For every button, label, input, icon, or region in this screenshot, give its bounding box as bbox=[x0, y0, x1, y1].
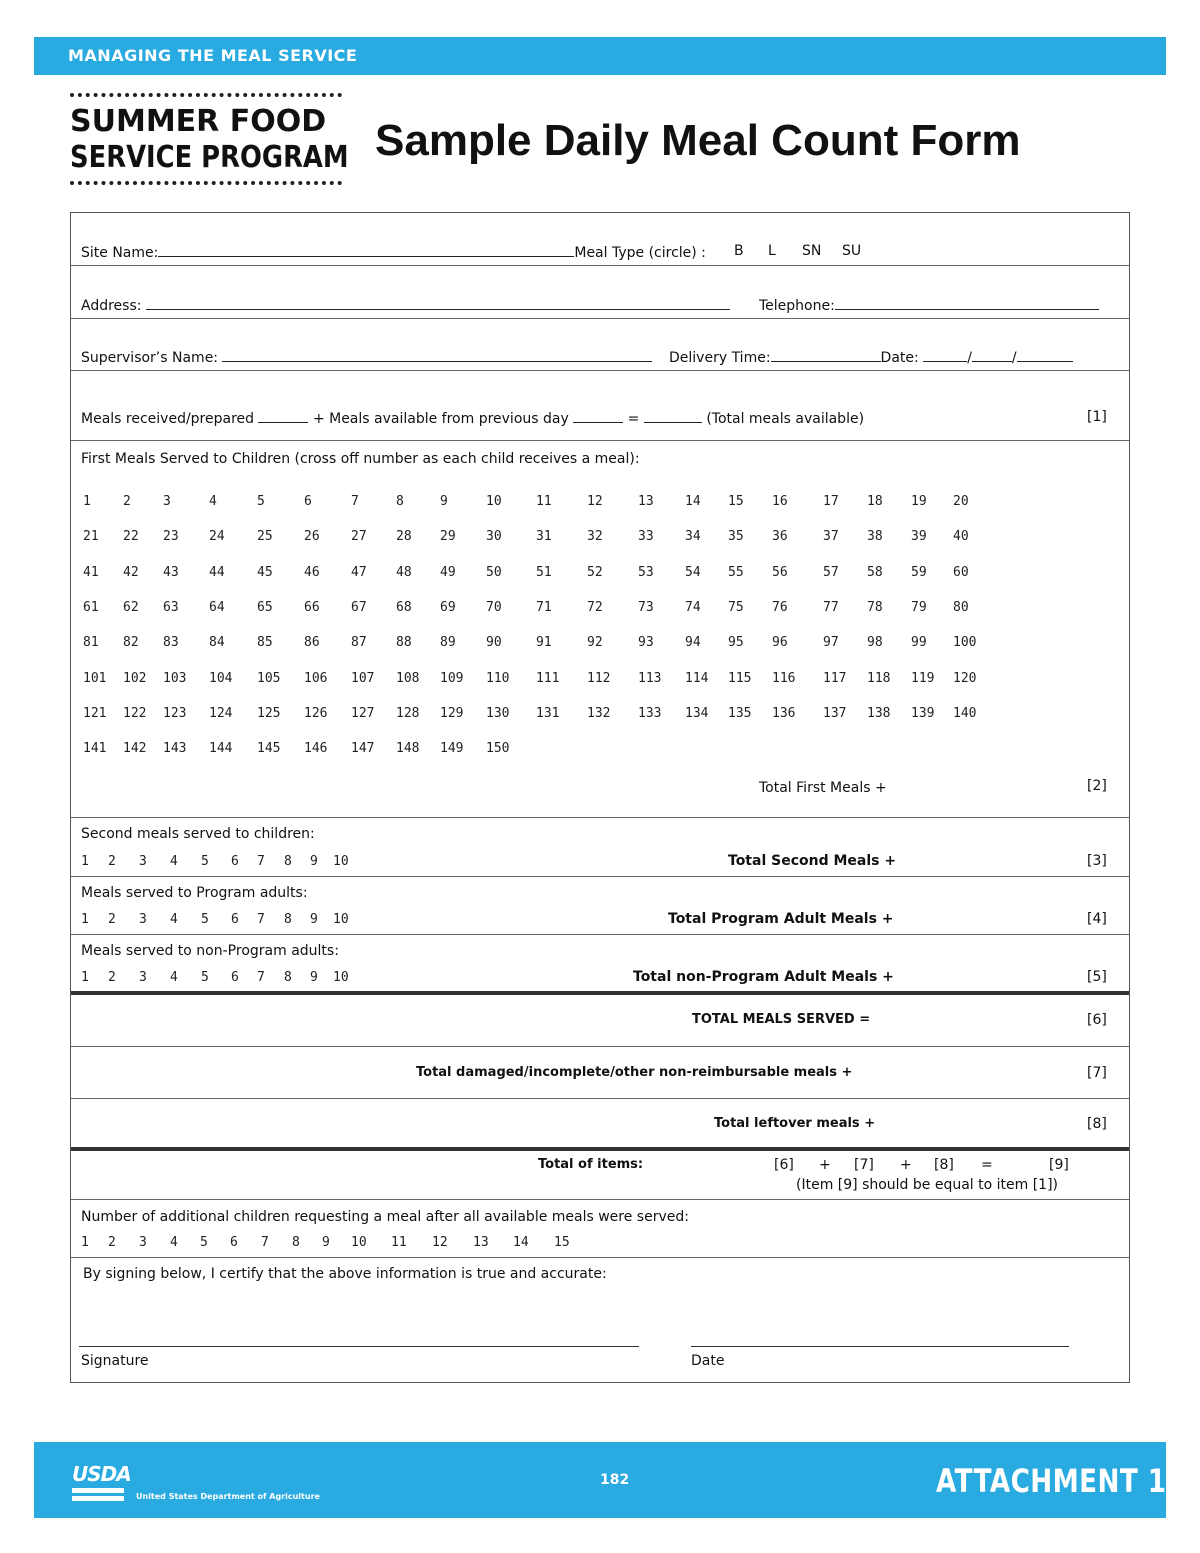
first-meal-number[interactable]: 73 bbox=[638, 599, 654, 615]
first-meal-number[interactable]: 127 bbox=[351, 705, 375, 721]
first-meal-number[interactable]: 104 bbox=[209, 670, 233, 686]
program-number[interactable]: 5 bbox=[201, 912, 209, 927]
first-meal-number[interactable]: 70 bbox=[486, 599, 502, 615]
first-meal-number[interactable]: 60 bbox=[953, 564, 969, 580]
first-meal-number[interactable]: 119 bbox=[911, 670, 935, 686]
date-year-field[interactable] bbox=[1017, 348, 1073, 362]
logo-line-2: SERVICE PROGRAM bbox=[70, 140, 349, 175]
first-meal-number[interactable]: 66 bbox=[304, 599, 320, 615]
first-meal-number[interactable]: 41 bbox=[83, 564, 99, 580]
first-meals-label: First Meals Served to Children (cross off number as each child receives a meal): bbox=[81, 451, 640, 467]
first-meal-number[interactable]: 84 bbox=[209, 635, 225, 651]
row-divider bbox=[71, 440, 1129, 441]
first-meal-number[interactable]: 96 bbox=[772, 635, 788, 651]
first-meal-number[interactable]: 89 bbox=[440, 635, 456, 651]
first-meal-number[interactable]: 56 bbox=[772, 564, 788, 580]
item-ref-5: [5] bbox=[1087, 969, 1107, 985]
first-meal-number[interactable]: 13 bbox=[638, 494, 654, 509]
certification-statement: By signing below, I certify that the above information is true and accurate: bbox=[83, 1266, 607, 1282]
first-meal-number[interactable]: 108 bbox=[396, 670, 420, 686]
usda-logo-stripe bbox=[72, 1496, 124, 1501]
first-meal-number[interactable]: 59 bbox=[911, 564, 927, 580]
first-meal-number[interactable]: 36 bbox=[772, 529, 788, 545]
first-meal-number[interactable]: 121 bbox=[83, 705, 107, 721]
total-nonprogram-adult-meals-label: Total non-Program Adult Meals + bbox=[633, 969, 894, 985]
first-meal-number[interactable]: 62 bbox=[123, 599, 139, 615]
program-number[interactable]: 4 bbox=[170, 912, 178, 927]
first-meal-number[interactable]: 24 bbox=[209, 529, 225, 545]
supervisor-field[interactable] bbox=[222, 348, 652, 362]
first-meal-number[interactable]: 18 bbox=[867, 494, 883, 509]
first-meal-number[interactable]: 63 bbox=[163, 599, 179, 615]
first-meal-number[interactable]: 148 bbox=[396, 741, 420, 757]
formula-item-6: [6] bbox=[774, 1157, 794, 1173]
first-meal-number[interactable]: 133 bbox=[638, 705, 662, 721]
first-meal-number[interactable]: 113 bbox=[638, 670, 662, 686]
first-meal-number[interactable]: 99 bbox=[911, 635, 927, 651]
first-meal-number[interactable]: 35 bbox=[728, 529, 744, 545]
nonprogram-number[interactable]: 5 bbox=[201, 970, 209, 985]
first-meal-number[interactable]: 67 bbox=[351, 599, 367, 615]
date-day-field[interactable] bbox=[972, 348, 1012, 362]
additional-child-number[interactable]: 2 bbox=[108, 1235, 116, 1250]
program-number[interactable]: 1 bbox=[81, 912, 89, 927]
first-meal-number[interactable]: 123 bbox=[163, 705, 187, 721]
first-meal-number[interactable]: 103 bbox=[163, 670, 187, 686]
first-meal-number[interactable]: 129 bbox=[440, 705, 464, 721]
first-meal-number[interactable]: 77 bbox=[823, 599, 839, 615]
nonprogram-number[interactable]: 2 bbox=[108, 970, 116, 985]
first-meal-number[interactable]: 79 bbox=[911, 599, 927, 615]
first-meal-number[interactable]: 124 bbox=[209, 705, 233, 721]
first-meal-number[interactable]: 43 bbox=[163, 564, 179, 580]
first-meal-number[interactable]: 44 bbox=[209, 564, 225, 580]
telephone-row bbox=[759, 296, 1099, 314]
meal-type-option-sn[interactable]: SN bbox=[802, 243, 822, 259]
first-meal-number[interactable]: 4 bbox=[209, 494, 217, 509]
item-ref-1: [1] bbox=[1087, 409, 1107, 425]
program-logo bbox=[70, 93, 349, 187]
equals-sign: = bbox=[627, 411, 640, 427]
leftover-meals-label: Total leftover meals + bbox=[714, 1116, 876, 1131]
first-meal-number[interactable]: 74 bbox=[685, 599, 701, 615]
formula-plus: + bbox=[900, 1157, 912, 1173]
meal-count-form bbox=[70, 212, 1130, 1383]
row-divider bbox=[71, 318, 1129, 319]
first-meal-number[interactable]: 53 bbox=[638, 564, 654, 580]
delivery-time-field[interactable] bbox=[771, 348, 881, 362]
signature-date-line[interactable] bbox=[691, 1346, 1069, 1347]
first-meal-number[interactable]: 25 bbox=[257, 529, 273, 545]
first-meal-number[interactable]: 141 bbox=[83, 741, 107, 757]
first-meal-number[interactable]: 5 bbox=[257, 494, 265, 509]
formula-equals: = bbox=[981, 1157, 993, 1173]
nonprogram-number[interactable]: 8 bbox=[284, 970, 292, 985]
item-ref-6: [6] bbox=[1087, 1012, 1107, 1028]
second-number[interactable]: 10 bbox=[333, 854, 349, 869]
total-of-items-label: Total of items: bbox=[538, 1157, 644, 1172]
additional-child-number[interactable]: 4 bbox=[170, 1235, 178, 1250]
first-meal-number[interactable]: 100 bbox=[953, 635, 977, 651]
date-slash: / bbox=[967, 350, 972, 366]
first-meal-number[interactable]: 106 bbox=[304, 670, 328, 686]
first-meal-number[interactable]: 29 bbox=[440, 529, 456, 545]
second-number[interactable]: 5 bbox=[201, 854, 209, 869]
program-number[interactable]: 3 bbox=[139, 912, 147, 927]
first-meal-number[interactable]: 109 bbox=[440, 670, 464, 686]
first-meal-number[interactable]: 94 bbox=[685, 635, 701, 651]
nonprogram-adults-label: Meals served to non-Program adults: bbox=[81, 943, 339, 959]
row-divider bbox=[71, 934, 1129, 935]
first-meal-number[interactable]: 7 bbox=[351, 494, 359, 509]
first-meal-number[interactable]: 9 bbox=[440, 494, 448, 509]
additional-child-number[interactable]: 15 bbox=[554, 1235, 570, 1250]
first-meal-number[interactable]: 146 bbox=[304, 741, 328, 757]
first-meal-number[interactable]: 15 bbox=[728, 494, 744, 509]
total-first-meals-label: Total First Meals + bbox=[759, 780, 887, 796]
first-meal-number[interactable]: 39 bbox=[911, 529, 927, 545]
usda-logo-stripe bbox=[72, 1488, 124, 1493]
first-meal-number[interactable]: 27 bbox=[351, 529, 367, 545]
first-meal-number[interactable]: 65 bbox=[257, 599, 273, 615]
first-meal-number[interactable]: 75 bbox=[728, 599, 744, 615]
first-meal-number[interactable]: 33 bbox=[638, 529, 654, 545]
first-meal-number[interactable]: 137 bbox=[823, 705, 847, 721]
usda-logo bbox=[72, 1462, 131, 1500]
first-meal-number[interactable]: 47 bbox=[351, 564, 367, 580]
item-ref-3: [3] bbox=[1087, 853, 1107, 869]
first-meal-number[interactable]: 46 bbox=[304, 564, 320, 580]
first-meal-number[interactable]: 54 bbox=[685, 564, 701, 580]
meals-received-field[interactable] bbox=[258, 409, 308, 423]
meal-type-option-l[interactable]: L bbox=[768, 243, 776, 259]
supervisor-label: Supervisor’s Name: bbox=[81, 350, 219, 366]
site-name-row bbox=[81, 243, 706, 261]
section-header-bar bbox=[34, 37, 1166, 75]
first-meal-number[interactable]: 17 bbox=[823, 494, 839, 509]
first-meal-number[interactable]: 69 bbox=[440, 599, 456, 615]
first-meal-number[interactable]: 10 bbox=[486, 494, 502, 509]
address-row bbox=[81, 296, 730, 314]
first-meal-number[interactable]: 118 bbox=[867, 670, 891, 686]
total-program-adult-meals-label: Total Program Adult Meals + bbox=[668, 911, 894, 927]
nonprogram-number[interactable]: 7 bbox=[257, 970, 265, 985]
total-second-meals-label: Total Second Meals + bbox=[728, 853, 897, 869]
delivery-date-row bbox=[669, 348, 1073, 366]
address-label: Address: bbox=[81, 298, 142, 314]
first-meal-number[interactable]: 52 bbox=[587, 564, 603, 580]
row-divider bbox=[71, 1199, 1129, 1200]
additional-children-label: Number of additional children requesting a meal after all available meals were served: bbox=[81, 1209, 689, 1225]
item-ref-2: [2] bbox=[1087, 778, 1107, 794]
additional-child-number[interactable]: 6 bbox=[230, 1235, 238, 1250]
program-number[interactable]: 2 bbox=[108, 912, 116, 927]
total-available-field[interactable] bbox=[644, 409, 702, 423]
first-meal-number[interactable]: 1 bbox=[83, 494, 91, 509]
first-meal-number[interactable]: 48 bbox=[396, 564, 412, 580]
first-meal-number[interactable]: 145 bbox=[257, 741, 281, 757]
second-number[interactable]: 6 bbox=[231, 854, 239, 869]
section-title: MANAGING THE MEAL SERVICE bbox=[68, 46, 358, 65]
first-meal-number[interactable]: 83 bbox=[163, 635, 179, 651]
first-meal-number[interactable]: 122 bbox=[123, 705, 147, 721]
first-meal-number[interactable]: 110 bbox=[486, 670, 510, 686]
first-meal-number[interactable]: 81 bbox=[83, 635, 99, 651]
row-divider bbox=[71, 817, 1129, 818]
delivery-time-label: Delivery Time: bbox=[669, 350, 771, 366]
page-footer-bar bbox=[34, 1442, 1186, 1518]
first-meal-number[interactable]: 19 bbox=[911, 494, 927, 509]
first-meal-number[interactable]: 68 bbox=[396, 599, 412, 615]
first-meal-number[interactable]: 12 bbox=[587, 494, 603, 509]
nonprogram-number[interactable]: 9 bbox=[310, 970, 318, 985]
first-meal-number[interactable]: 147 bbox=[351, 741, 375, 757]
row-divider bbox=[71, 1257, 1129, 1258]
second-number[interactable]: 1 bbox=[81, 854, 89, 869]
meals-available-row bbox=[81, 409, 864, 427]
additional-child-number[interactable]: 8 bbox=[292, 1235, 300, 1250]
attachment-label: ATTACHMENT 18 bbox=[936, 1462, 1186, 1500]
second-number[interactable]: 7 bbox=[257, 854, 265, 869]
site-name-label: Site Name: bbox=[81, 245, 159, 261]
row-divider bbox=[71, 1098, 1129, 1099]
damaged-meals-label: Total damaged/incomplete/other non-reimbursable meals + bbox=[416, 1065, 853, 1080]
formula-item-9: [9] bbox=[1049, 1157, 1069, 1173]
supervisor-row bbox=[81, 348, 652, 366]
second-number[interactable]: 2 bbox=[108, 854, 116, 869]
date-label: Date: bbox=[880, 350, 919, 366]
row-divider-thick bbox=[71, 991, 1129, 995]
first-meal-number[interactable]: 28 bbox=[396, 529, 412, 545]
first-meal-number[interactable]: 14 bbox=[685, 494, 701, 509]
additional-child-number[interactable]: 1 bbox=[81, 1235, 89, 1250]
first-meal-number[interactable]: 31 bbox=[536, 529, 552, 545]
date-slash: / bbox=[1011, 350, 1017, 366]
page-title: Sample Daily Meal Count Form bbox=[375, 116, 1021, 165]
row-divider bbox=[71, 876, 1129, 877]
first-meal-number[interactable]: 76 bbox=[772, 599, 788, 615]
first-meal-number[interactable]: 6 bbox=[304, 494, 312, 509]
row-divider-thick bbox=[71, 1147, 1129, 1151]
address-field[interactable] bbox=[146, 296, 730, 310]
first-meal-number[interactable]: 87 bbox=[351, 635, 367, 651]
first-meal-number[interactable]: 149 bbox=[440, 741, 464, 757]
nonprogram-number[interactable]: 3 bbox=[139, 970, 147, 985]
first-meal-number[interactable]: 72 bbox=[587, 599, 603, 615]
logo-dotted-rule-top bbox=[70, 93, 342, 97]
first-meal-number[interactable]: 98 bbox=[867, 635, 883, 651]
first-meal-number[interactable]: 131 bbox=[536, 705, 560, 721]
first-meal-number[interactable]: 136 bbox=[772, 705, 796, 721]
formula-plus: + bbox=[819, 1157, 831, 1173]
additional-child-number[interactable]: 14 bbox=[513, 1235, 529, 1250]
first-meal-number[interactable]: 112 bbox=[587, 670, 611, 686]
first-meal-number[interactable]: 125 bbox=[257, 705, 281, 721]
additional-child-number[interactable]: 11 bbox=[391, 1235, 407, 1250]
first-meal-number[interactable]: 105 bbox=[257, 670, 281, 686]
first-meal-number[interactable]: 40 bbox=[953, 529, 969, 545]
first-meal-number[interactable]: 138 bbox=[867, 705, 891, 721]
first-meal-number[interactable]: 78 bbox=[867, 599, 883, 615]
meal-type-option-b[interactable]: B bbox=[734, 243, 744, 259]
first-meal-number[interactable]: 135 bbox=[728, 705, 752, 721]
first-meal-number[interactable]: 30 bbox=[486, 529, 502, 545]
first-meal-number[interactable]: 97 bbox=[823, 635, 839, 651]
first-meal-number[interactable]: 20 bbox=[953, 494, 969, 509]
first-meal-number[interactable]: 116 bbox=[772, 670, 796, 686]
logo-line-1: SUMMER FOOD bbox=[70, 104, 327, 139]
total-available-label: (Total meals available) bbox=[706, 411, 865, 427]
first-meal-number[interactable]: 117 bbox=[823, 670, 847, 686]
first-meal-number[interactable]: 37 bbox=[823, 529, 839, 545]
row-divider bbox=[71, 1046, 1129, 1047]
first-meal-number[interactable]: 132 bbox=[587, 705, 611, 721]
first-meal-number[interactable]: 32 bbox=[587, 529, 603, 545]
second-number[interactable]: 9 bbox=[310, 854, 318, 869]
meal-type-label: Meal Type (circle) : bbox=[574, 245, 706, 261]
additional-child-number[interactable]: 9 bbox=[322, 1235, 330, 1250]
nonprogram-number[interactable]: 6 bbox=[231, 970, 239, 985]
program-adults-label: Meals served to Program adults: bbox=[81, 885, 308, 901]
first-meal-number[interactable]: 92 bbox=[587, 635, 603, 651]
row-divider bbox=[71, 370, 1129, 371]
first-meal-number[interactable]: 142 bbox=[123, 741, 147, 757]
first-meal-number[interactable]: 3 bbox=[163, 494, 171, 509]
first-meal-number[interactable]: 58 bbox=[867, 564, 883, 580]
first-meal-number[interactable]: 22 bbox=[123, 529, 139, 545]
second-number[interactable]: 8 bbox=[284, 854, 292, 869]
second-meals-label: Second meals served to children: bbox=[81, 826, 315, 842]
formula-note: (Item [9] should be equal to item [1]) bbox=[796, 1177, 1059, 1193]
first-meal-number[interactable]: 120 bbox=[953, 670, 977, 686]
additional-child-number[interactable]: 7 bbox=[261, 1235, 269, 1250]
formula-item-7: [7] bbox=[854, 1157, 874, 1173]
first-meal-number[interactable]: 16 bbox=[772, 494, 788, 509]
first-meal-number[interactable]: 64 bbox=[209, 599, 225, 615]
nonprogram-number[interactable]: 1 bbox=[81, 970, 89, 985]
first-meal-number[interactable]: 21 bbox=[83, 529, 99, 545]
agency-name: United States Department of Agriculture bbox=[136, 1492, 320, 1501]
first-meal-number[interactable]: 51 bbox=[536, 564, 552, 580]
first-meal-number[interactable]: 150 bbox=[486, 741, 510, 757]
program-number[interactable]: 10 bbox=[333, 912, 349, 927]
first-meal-number[interactable]: 126 bbox=[304, 705, 328, 721]
signature-date-label: Date bbox=[691, 1353, 725, 1369]
additional-child-number[interactable]: 3 bbox=[139, 1235, 147, 1250]
first-meal-number[interactable]: 95 bbox=[728, 635, 744, 651]
first-meal-number[interactable]: 38 bbox=[867, 529, 883, 545]
first-meal-number[interactable]: 130 bbox=[486, 705, 510, 721]
first-meal-number[interactable]: 115 bbox=[728, 670, 752, 686]
program-number[interactable]: 8 bbox=[284, 912, 292, 927]
date-month-field[interactable] bbox=[923, 348, 967, 362]
second-number[interactable]: 3 bbox=[139, 854, 147, 869]
signature-label: Signature bbox=[81, 1353, 149, 1369]
site-name-field[interactable] bbox=[158, 243, 574, 257]
telephone-label: Telephone: bbox=[759, 298, 835, 314]
total-meals-served-label: TOTAL MEALS SERVED = bbox=[692, 1012, 871, 1027]
meals-previous-label: + Meals available from previous day bbox=[312, 411, 569, 427]
usda-logo-text: USDA bbox=[72, 1462, 131, 1486]
first-meal-number[interactable]: 93 bbox=[638, 635, 654, 651]
first-meal-number[interactable]: 49 bbox=[440, 564, 456, 580]
additional-child-number[interactable]: 5 bbox=[200, 1235, 208, 1250]
first-meal-number[interactable]: 91 bbox=[536, 635, 552, 651]
first-meal-number[interactable]: 57 bbox=[823, 564, 839, 580]
first-meal-number[interactable]: 143 bbox=[163, 741, 187, 757]
first-meal-number[interactable]: 82 bbox=[123, 635, 139, 651]
first-meal-number[interactable]: 111 bbox=[536, 670, 560, 686]
first-meal-number[interactable]: 128 bbox=[396, 705, 420, 721]
item-ref-8: [8] bbox=[1087, 1116, 1107, 1132]
item-ref-7: [7] bbox=[1087, 1065, 1107, 1081]
program-number[interactable]: 6 bbox=[231, 912, 239, 927]
first-meal-number[interactable]: 134 bbox=[685, 705, 709, 721]
telephone-field[interactable] bbox=[835, 296, 1099, 310]
page-number: 182 bbox=[600, 1472, 630, 1488]
first-meal-number[interactable]: 114 bbox=[685, 670, 709, 686]
row-divider bbox=[71, 265, 1129, 266]
item-ref-4: [4] bbox=[1087, 911, 1107, 927]
formula-item-8: [8] bbox=[934, 1157, 954, 1173]
signature-line[interactable] bbox=[79, 1346, 639, 1347]
first-meal-number[interactable]: 102 bbox=[123, 670, 147, 686]
additional-child-number[interactable]: 13 bbox=[473, 1235, 489, 1250]
nonprogram-number[interactable]: 4 bbox=[170, 970, 178, 985]
first-meal-number[interactable]: 86 bbox=[304, 635, 320, 651]
meals-received-label: Meals received/prepared bbox=[81, 411, 255, 427]
meal-type-option-su[interactable]: SU bbox=[842, 243, 862, 259]
first-meal-number[interactable]: 88 bbox=[396, 635, 412, 651]
first-meal-number[interactable]: 55 bbox=[728, 564, 744, 580]
first-meal-number[interactable]: 90 bbox=[486, 635, 502, 651]
first-meal-number[interactable]: 80 bbox=[953, 599, 969, 615]
first-meal-number[interactable]: 139 bbox=[911, 705, 935, 721]
first-meal-number[interactable]: 34 bbox=[685, 529, 701, 545]
first-meal-number[interactable]: 8 bbox=[396, 494, 404, 509]
program-number[interactable]: 7 bbox=[257, 912, 265, 927]
first-meal-number[interactable]: 45 bbox=[257, 564, 273, 580]
first-meal-number[interactable]: 144 bbox=[209, 741, 233, 757]
first-meal-number[interactable]: 107 bbox=[351, 670, 375, 686]
first-meal-number[interactable]: 42 bbox=[123, 564, 139, 580]
first-meal-number[interactable]: 101 bbox=[83, 670, 107, 686]
first-meal-number[interactable]: 2 bbox=[123, 494, 131, 509]
logo-dotted-rule-bottom bbox=[70, 181, 342, 185]
meals-previous-field[interactable] bbox=[573, 409, 623, 423]
additional-child-number[interactable]: 10 bbox=[351, 1235, 367, 1250]
first-meal-number[interactable]: 71 bbox=[536, 599, 552, 615]
first-meal-number[interactable]: 140 bbox=[953, 705, 977, 721]
first-meal-number[interactable]: 50 bbox=[486, 564, 502, 580]
nonprogram-number[interactable]: 10 bbox=[333, 970, 349, 985]
additional-child-number[interactable]: 12 bbox=[432, 1235, 448, 1250]
first-meal-number[interactable]: 26 bbox=[304, 529, 320, 545]
first-meal-number[interactable]: 23 bbox=[163, 529, 179, 545]
first-meal-number[interactable]: 11 bbox=[536, 494, 552, 509]
first-meal-number[interactable]: 85 bbox=[257, 635, 273, 651]
second-number[interactable]: 4 bbox=[170, 854, 178, 869]
program-number[interactable]: 9 bbox=[310, 912, 318, 927]
first-meal-number[interactable]: 61 bbox=[83, 599, 99, 615]
